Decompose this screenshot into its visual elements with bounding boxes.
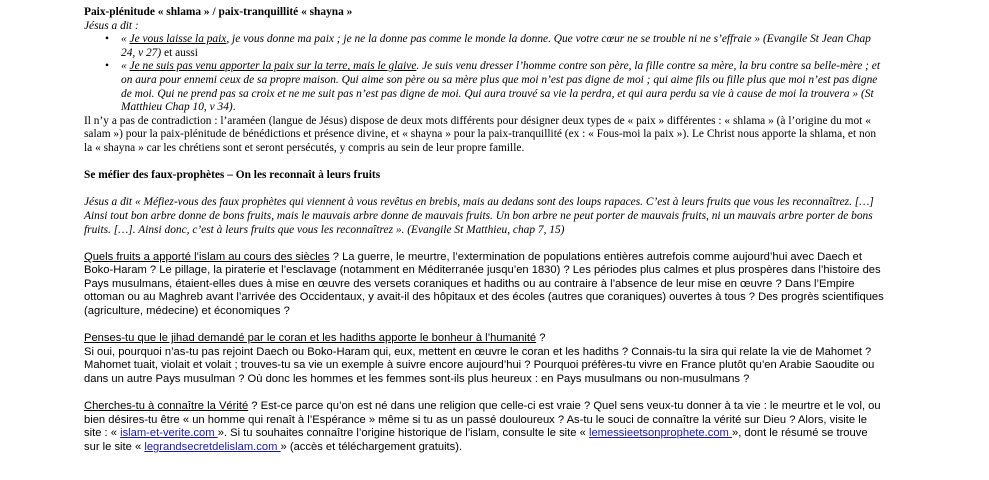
question-heading: Cherches-tu à connaître la Vérité xyxy=(84,400,249,413)
paragraph-verite xyxy=(84,400,884,454)
paragraph-contradiction: Il n’y a pas de contradiction : l’araméen (langue de Jésus) dispose de deux mots différents pour désigner deux types de « paix » différentes : « shlama » (à l’origine du mot « salam ») pour la paix-plénitude de bénédictions et présence divine, et « shayna » pour la paix-tranquillité (ex : « Fous-moi la paix »). Le Christ nous apporte la shlama, et non la « shayna » car les chrétiens sont et seront persécutés, y compris au sein de leur propre famille. xyxy=(84,114,877,154)
quote-intro: Jésus a dit xyxy=(84,196,135,209)
quote-tail: et aussi xyxy=(161,46,198,59)
quote-rest: . Je suis venu dresser l’homme contre son père, la fille contre sa mère, la bru contre sa belle-mère ; et on aura pour ennemi ceux de sa propre maison. Qui aime son père ou sa mère plus que moi n’est pas digne de moi ; qui aime fils ou fille plus que moi n’est pas digne de moi. Qui ne prend pas sa croix et ne me suit pas n’est pas digne de moi. Qui aura trouvé sa vie la perdra, et qui aura perdu sa vie à cause de moi la trouvera » (St Matthieu Chap 10, v 34) xyxy=(121,60,881,114)
question-jihad xyxy=(84,332,884,346)
question-heading: Penses-tu que le jihad demandé par le coran et les hadiths apporte le bonheur à l’humanité xyxy=(84,332,537,345)
paragraph-quote-matthieu xyxy=(84,196,884,237)
question-end: ? xyxy=(536,332,546,345)
paragraph-body: ? La guerre, le meurtre, l’extermination de populations entières autrefois comme aujourd’hui avec Daech et Boko-Haram ? Le pillage, la piraterie et l’esclavage (notamment en Méditerranée jusqu’en 1830) ? Les périodes plus calmes et plus prospères dans l’histoire des Pays musulmans, étaient-elles dues à mise en œuvre des versets coraniques et hadiths ou au contraire à l’absence de leur mise en œuvre ? Dans l’Empire ottoman ou au Maghreb avant l’arrivée des Occidentaux, y avait-il des hôpitaux et des écoles (autres que coraniques) ouvertes à tous ? Des progrès scientifiques (agriculture, médecine) et économiques ? xyxy=(84,250,884,318)
intro-text: Jésus a dit : xyxy=(84,19,139,32)
list-item xyxy=(84,33,884,60)
section-heading-paix: Paix-plénitude « shlama » / paix-tranquillité « shayna » xyxy=(84,6,353,18)
quote-open: « xyxy=(121,33,130,46)
quote-tail: . xyxy=(232,101,236,114)
quote-open: « xyxy=(121,60,130,73)
section-heading-faux-prophetes: Se méfier des faux-prophètes – On les reconnaît à leurs fruits xyxy=(84,169,381,182)
paragraph-fruits-islam xyxy=(84,251,884,319)
bullet-icon: • xyxy=(105,33,109,46)
link-islam-et-verite[interactable]: islam-et-verite.com xyxy=(120,427,218,440)
quote-list xyxy=(84,33,884,115)
quote-underlined: Je ne suis pas venu apporter la paix sur la terre, mais le glaive xyxy=(129,60,417,73)
quote-underlined: Je vous laisse la paix xyxy=(129,33,227,46)
paragraph-body: ». Si tu souhaites connaître l’origine historique de l’islam, consulte le site « xyxy=(217,427,589,440)
link-lemessieetsonprophete[interactable]: lemessieetsonprophete.com xyxy=(588,427,732,440)
paragraph-body: », dont le résumé se trouve sur le site « xyxy=(84,427,868,453)
link-legrandsecretdelislam[interactable]: legrandsecretdelislam.com xyxy=(144,441,281,453)
bullet-icon: • xyxy=(105,60,109,73)
paragraph-body: ? Est-ce parce qu’on est né dans une religion que celle-ci est vraie ? Quel sens veux-tu donner à ta vie : le meurtre et le vol, ou bien désires-tu être « un homme qui renaît à l’Espérance » même si tu as un passé douloureux ? As-tu le souci de connaître la vérité sur Dieu ? Alors, visite le site : « xyxy=(84,400,881,440)
paragraph-jihad: Si oui, pourquoi n’as-tu pas rejoint Daech ou Boko-Haram qui, eux, mettent en œuvre le coran et les hadiths ? Connais-tu la sira qui relate la vie de Mahomet ? Mahomet tuait, violait et volait ; trouves-tu sa vie un exemple à suivre encore aujourd’hui ? Pourquoi préfères-tu vivre en France plutôt qu’en Arabie Saoudite ou dans un autre Pays musulman ? Où donc les hommes et les femmes sont-ils plus heureux : en Pays musulmans ou non-musulmans ? xyxy=(84,345,875,386)
quote-rest: , je vous donne ma paix ; je ne la donne pas comme le monde la donne. Que votre cœur ne se trouble ni ne s’effraie » (Evangile St Jean Chap 24, v 27) xyxy=(121,33,871,59)
paragraph-body: » (accès et téléchargement gratuits). xyxy=(280,441,463,453)
quote-text: « Méfiez-vous des faux prophètes qui viennent à vous revêtus en brebis, mais au dedans sont des loups rapaces. C’est à leurs fruits que vous les reconnaîtrez. […] Ainsi tout bon arbre donne de bons fruits, mais le mauvais arbre donne de mauvais fruits. Un bon arbre ne peut porter de mauvais fruits, ni un mauvais arbre porter de bons fruits. […]. Ainsi donc, c’est à leurs fruits que vous les reconnaîtrez ». (Evangile St Matthieu, chap 7, 15) xyxy=(84,196,874,236)
document-page xyxy=(84,6,884,455)
list-item xyxy=(84,60,884,114)
question-heading: Quels fruits a apporté l’islam au cours des siècles xyxy=(84,250,330,263)
